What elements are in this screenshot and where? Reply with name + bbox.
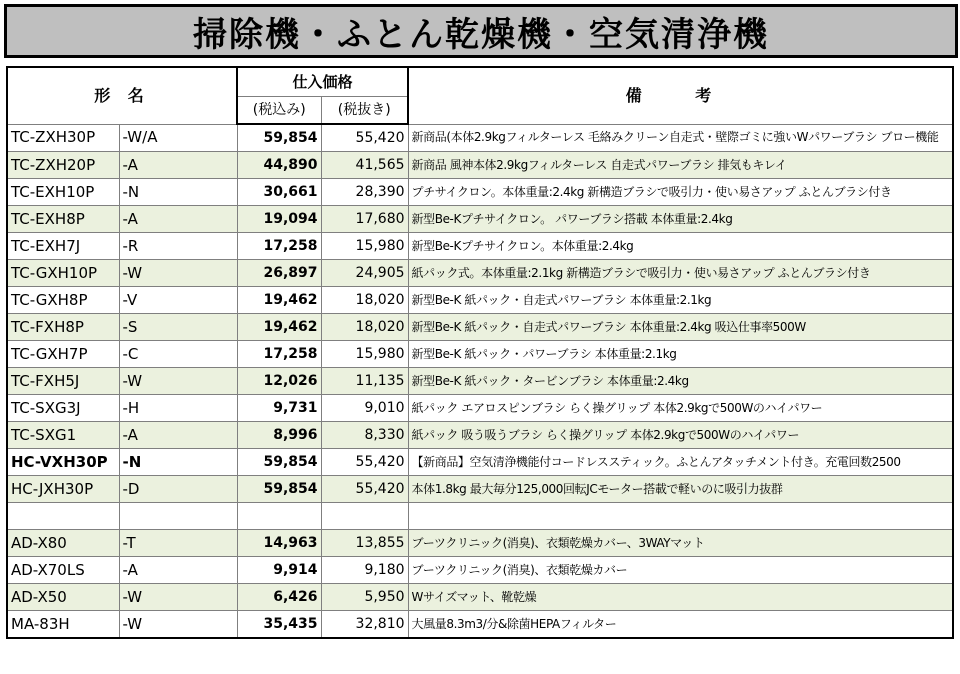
model-cell: TC-GXH7P	[7, 341, 119, 368]
suffix-cell: -A	[119, 152, 237, 179]
table-row	[7, 152, 953, 179]
note-cell: 新商品 風神本体2.9kgフィルターレス 自走式パワーブラシ 排気もキレイ	[408, 152, 953, 179]
model-cell: TC-GXH10P	[7, 260, 119, 287]
note-cell: 新型Be-K 紙パック・自走式パワーブラシ 本体重量:2.1kg	[408, 287, 953, 314]
price-table	[6, 66, 954, 639]
note-cell: 新型Be-K 紙パック・自走式パワーブラシ 本体重量:2.4kg 吸込仕事率500W	[408, 314, 953, 341]
suffix-cell: -N	[119, 179, 237, 206]
table-body	[7, 124, 953, 638]
page-title: 掃除機・ふとん乾燥機・空気清浄機	[4, 4, 958, 58]
model-cell: TC-FXH8P	[7, 314, 119, 341]
price-tax-excluded-cell: 9,010	[321, 395, 408, 422]
model-cell: TC-ZXH30P	[7, 124, 119, 152]
note-cell: 本体1.8kg 最大毎分125,000回転JCモーター搭載で軽いのに吸引力抜群	[408, 476, 953, 503]
suffix-cell: -C	[119, 341, 237, 368]
note-cell: Wサイズマット、靴乾燥	[408, 584, 953, 611]
table-row	[7, 395, 953, 422]
price-tax-included-cell: 19,462	[237, 287, 321, 314]
price-tax-excluded-cell: 55,420	[321, 449, 408, 476]
note-cell: 紙パック エアロスピンブラシ らく操グリップ 本体2.9kgで500Wのハイパワー	[408, 395, 953, 422]
price-tax-excluded-cell: 24,905	[321, 260, 408, 287]
suffix-cell: -A	[119, 422, 237, 449]
model-cell: HC-VXH30P	[7, 449, 119, 476]
suffix-cell	[119, 503, 237, 530]
price-tax-included-cell: 14,963	[237, 530, 321, 557]
price-tax-included-cell: 59,854	[237, 449, 321, 476]
model-cell	[7, 503, 119, 530]
suffix-cell: -A	[119, 206, 237, 233]
header-model: 形 名	[7, 67, 237, 124]
price-tax-included-cell	[237, 503, 321, 530]
model-cell: TC-GXH8P	[7, 287, 119, 314]
price-tax-included-cell: 6,426	[237, 584, 321, 611]
note-cell: 紙パック式。本体重量:2.1kg 新構造ブラシで吸引力・使い易さアップ ふとんブラシ付き	[408, 260, 953, 287]
table-row	[7, 179, 953, 206]
note-cell: 新商品(本体2.9kgフィルターレス 毛絡みクリーン自走式・壁際ゴミに強いWパワーブラシ ブロー機能	[408, 124, 953, 152]
suffix-cell: -W	[119, 260, 237, 287]
price-tax-excluded-cell: 18,020	[321, 287, 408, 314]
model-cell: TC-FXH5J	[7, 368, 119, 395]
price-tax-excluded-cell: 11,135	[321, 368, 408, 395]
suffix-cell: -D	[119, 476, 237, 503]
model-cell: TC-EXH8P	[7, 206, 119, 233]
suffix-cell: -T	[119, 530, 237, 557]
price-tax-included-cell: 35,435	[237, 611, 321, 639]
note-cell: ブーツクリニック(消臭)、衣類乾燥カバー	[408, 557, 953, 584]
suffix-cell: -H	[119, 395, 237, 422]
header-tax-excluded: (税抜き)	[321, 97, 408, 125]
suffix-cell: -A	[119, 557, 237, 584]
price-tax-excluded-cell: 55,420	[321, 476, 408, 503]
price-tax-excluded-cell: 15,980	[321, 341, 408, 368]
price-tax-included-cell: 26,897	[237, 260, 321, 287]
table-header	[7, 67, 953, 124]
table-row	[7, 287, 953, 314]
price-tax-excluded-cell: 9,180	[321, 557, 408, 584]
model-cell: TC-ZXH20P	[7, 152, 119, 179]
suffix-cell: -W	[119, 368, 237, 395]
price-tax-included-cell: 17,258	[237, 233, 321, 260]
price-tax-excluded-cell: 5,950	[321, 584, 408, 611]
price-tax-included-cell: 59,854	[237, 124, 321, 152]
note-cell: プチサイクロン。本体重量:2.4kg 新構造ブラシで吸引力・使い易さアップ ふとんブラシ付き	[408, 179, 953, 206]
note-cell	[408, 503, 953, 530]
price-tax-included-cell: 17,258	[237, 341, 321, 368]
table-row	[7, 341, 953, 368]
price-tax-excluded-cell: 28,390	[321, 179, 408, 206]
price-tax-included-cell: 8,996	[237, 422, 321, 449]
note-cell: 大風量8.3m3/分&除菌HEPAフィルター	[408, 611, 953, 639]
table-row	[7, 206, 953, 233]
price-tax-excluded-cell: 32,810	[321, 611, 408, 639]
suffix-cell: -S	[119, 314, 237, 341]
suffix-cell: -V	[119, 287, 237, 314]
table-row	[7, 124, 953, 152]
model-cell: TC-EXH10P	[7, 179, 119, 206]
price-tax-included-cell: 59,854	[237, 476, 321, 503]
price-tax-excluded-cell: 17,680	[321, 206, 408, 233]
header-notes: 備 考	[408, 67, 953, 124]
price-tax-included-cell: 9,914	[237, 557, 321, 584]
price-tax-excluded-cell: 8,330	[321, 422, 408, 449]
note-cell: 紙パック 吸う吸うブラシ らく操グリップ 本体2.9kgで500Wのハイパワー	[408, 422, 953, 449]
price-tax-excluded-cell: 55,420	[321, 124, 408, 152]
model-cell: MA-83H	[7, 611, 119, 639]
suffix-cell: -R	[119, 233, 237, 260]
header-tax-included: (税込み)	[237, 97, 321, 125]
table-row	[7, 584, 953, 611]
note-cell: 【新商品】空気清浄機能付コードレススティック。ふとんアタッチメント付き。充電回数2500	[408, 449, 953, 476]
table-row	[7, 557, 953, 584]
suffix-cell: -W	[119, 584, 237, 611]
price-tax-included-cell: 19,094	[237, 206, 321, 233]
price-tax-included-cell: 44,890	[237, 152, 321, 179]
table-row	[7, 233, 953, 260]
model-cell: TC-SXG3J	[7, 395, 119, 422]
model-cell: TC-SXG1	[7, 422, 119, 449]
suffix-cell: -N	[119, 449, 237, 476]
price-tax-excluded-cell	[321, 503, 408, 530]
price-tax-included-cell: 19,462	[237, 314, 321, 341]
suffix-cell: -W/A	[119, 124, 237, 152]
table-row	[7, 449, 953, 476]
model-cell: AD-X70LS	[7, 557, 119, 584]
note-cell: 新型Be-K 紙パック・タービンブラシ 本体重量:2.4kg	[408, 368, 953, 395]
price-tax-included-cell: 9,731	[237, 395, 321, 422]
model-cell: AD-X50	[7, 584, 119, 611]
price-tax-included-cell: 30,661	[237, 179, 321, 206]
table-row	[7, 314, 953, 341]
suffix-cell: -W	[119, 611, 237, 639]
note-cell: 新型Be-Kプチサイクロン。本体重量:2.4kg	[408, 233, 953, 260]
model-cell: TC-EXH7J	[7, 233, 119, 260]
table-row	[7, 422, 953, 449]
price-tax-excluded-cell: 41,565	[321, 152, 408, 179]
header-price: 仕入価格	[237, 67, 408, 97]
table-row	[7, 503, 953, 530]
price-tax-excluded-cell: 18,020	[321, 314, 408, 341]
model-cell: AD-X80	[7, 530, 119, 557]
price-tax-excluded-cell: 15,980	[321, 233, 408, 260]
table-row	[7, 530, 953, 557]
note-cell: ブーツクリニック(消臭)、衣類乾燥カバー、3WAYマット	[408, 530, 953, 557]
price-tax-included-cell: 12,026	[237, 368, 321, 395]
table-row	[7, 368, 953, 395]
price-tax-excluded-cell: 13,855	[321, 530, 408, 557]
note-cell: 新型Be-K 紙パック・パワーブラシ 本体重量:2.1kg	[408, 341, 953, 368]
table-row	[7, 611, 953, 639]
model-cell: HC-JXH30P	[7, 476, 119, 503]
table-row	[7, 476, 953, 503]
table-row	[7, 260, 953, 287]
note-cell: 新型Be-Kプチサイクロン。 パワーブラシ搭載 本体重量:2.4kg	[408, 206, 953, 233]
